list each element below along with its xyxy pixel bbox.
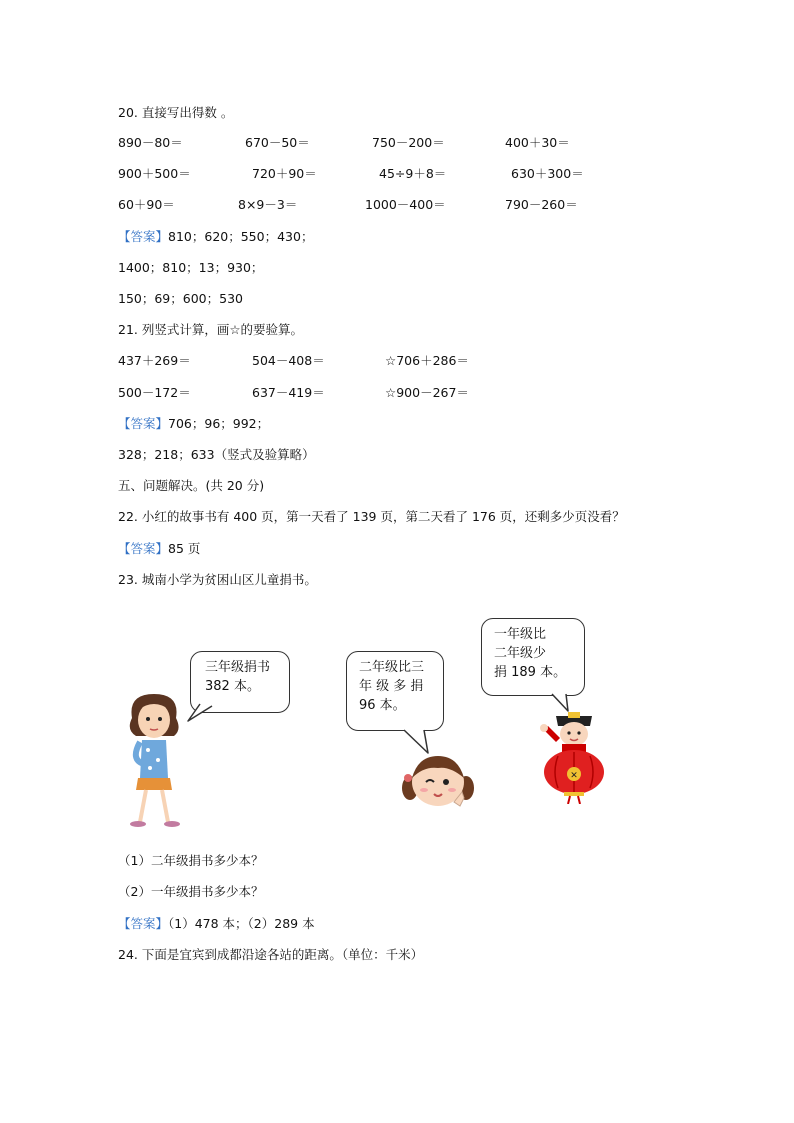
bubble-third-line-2: 382 本。 xyxy=(205,679,260,694)
q20-r3-c4: 790－260＝ xyxy=(505,197,578,212)
q21-answer-1: 706；96；992； xyxy=(168,416,270,431)
q22-answer-line xyxy=(118,541,200,557)
q21-r2-c2: 637－419＝ xyxy=(252,385,325,400)
q21-answer-line-2: 328；218；633（竖式及验算略） xyxy=(118,447,315,462)
q20-r1-c2: 670－50＝ xyxy=(245,135,310,150)
bubble-third-line-1: 三年级捐书 xyxy=(205,660,271,675)
boy-lantern-illustration xyxy=(538,708,610,804)
q23-answer: （1）478 本；（2）289 本 xyxy=(168,916,315,931)
bubble-first-line-1: 一年级比 xyxy=(494,627,547,642)
q21-r2-c1: 500－172＝ xyxy=(118,385,191,400)
q22-answer: 85 页 xyxy=(168,541,201,556)
q20-r2-c1: 900＋500＝ xyxy=(118,166,191,181)
bubble-second-line-2: 年 级 多 捐 xyxy=(359,679,424,694)
q20-r3-c1: 60＋90＝ xyxy=(118,197,175,212)
answer-tag: 【答案】 xyxy=(118,229,169,244)
q21-title: 21. 列竖式计算，画☆的要验算。 xyxy=(118,322,304,337)
q23-sub1: （1）二年级捐书多少本？ xyxy=(118,853,264,868)
bubble-tail-1 xyxy=(186,703,216,725)
bubble-first-line-3: 捐 189 本。 xyxy=(494,665,567,680)
q20-answer-line-3: 150；69；600；530 xyxy=(118,291,243,306)
q21-answer-line-1 xyxy=(118,416,269,432)
q20-answer-line-2: 1400；810；13；930； xyxy=(118,260,264,275)
svg-text:✕: ✕ xyxy=(570,771,578,781)
q24-title: 24. 下面是宜宾到成都沿途各站的距离。（单位：千米） xyxy=(118,947,424,962)
section5-title: 五、问题解决。(共 20 分) xyxy=(118,478,265,493)
answer-tag: 【答案】 xyxy=(118,541,169,556)
bubble-second-line-3: 96 本。 xyxy=(359,698,406,713)
q23-answer-line xyxy=(118,916,315,932)
q20-r3-c3: 1000－400＝ xyxy=(365,197,446,212)
girl-middle-illustration xyxy=(398,752,478,810)
q20-answer-line-1 xyxy=(118,229,313,245)
speech-bubble-second-grade xyxy=(346,651,444,731)
q20-r1-c3: 750－200＝ xyxy=(372,135,445,150)
q20-r2-c3: 45÷9＋8＝ xyxy=(379,166,447,181)
answer-tag: 【答案】 xyxy=(118,916,169,931)
q20-r3-c2: 8×9－3＝ xyxy=(238,197,298,212)
answer-tag: 【答案】 xyxy=(118,416,169,431)
q20-r2-c4: 630＋300＝ xyxy=(511,166,584,181)
q21-r1-c1: 437＋269＝ xyxy=(118,353,191,368)
q23-sub2: （2）一年级捐书多少本？ xyxy=(118,884,264,899)
q23-title: 23. 城南小学为贫困山区儿童捐书。 xyxy=(118,572,317,587)
bubble-second-line-1: 二年级比三 xyxy=(359,660,425,675)
q20-r2-c2: 720＋90＝ xyxy=(252,166,317,181)
q22-title: 22. 小红的故事书有 400 页，第一天看了 139 页，第二天看了 176 页，还剩多少页没看？ xyxy=(118,509,625,524)
q20-answer-1: 810；620；550；430； xyxy=(168,229,314,244)
q20-r1-c4: 400＋30＝ xyxy=(505,135,570,150)
q21-r1-c3: ☆706＋286＝ xyxy=(385,353,469,368)
speech-bubble-first-grade xyxy=(481,618,585,696)
q21-r2-c3: ☆900－267＝ xyxy=(385,385,469,400)
q20-r1-c1: 890－80＝ xyxy=(118,135,183,150)
bubble-first-line-2: 二年级少 xyxy=(494,646,547,661)
q21-r1-c2: 504－408＝ xyxy=(252,353,325,368)
q20-title: 20. 直接写出得数 。 xyxy=(118,105,234,120)
